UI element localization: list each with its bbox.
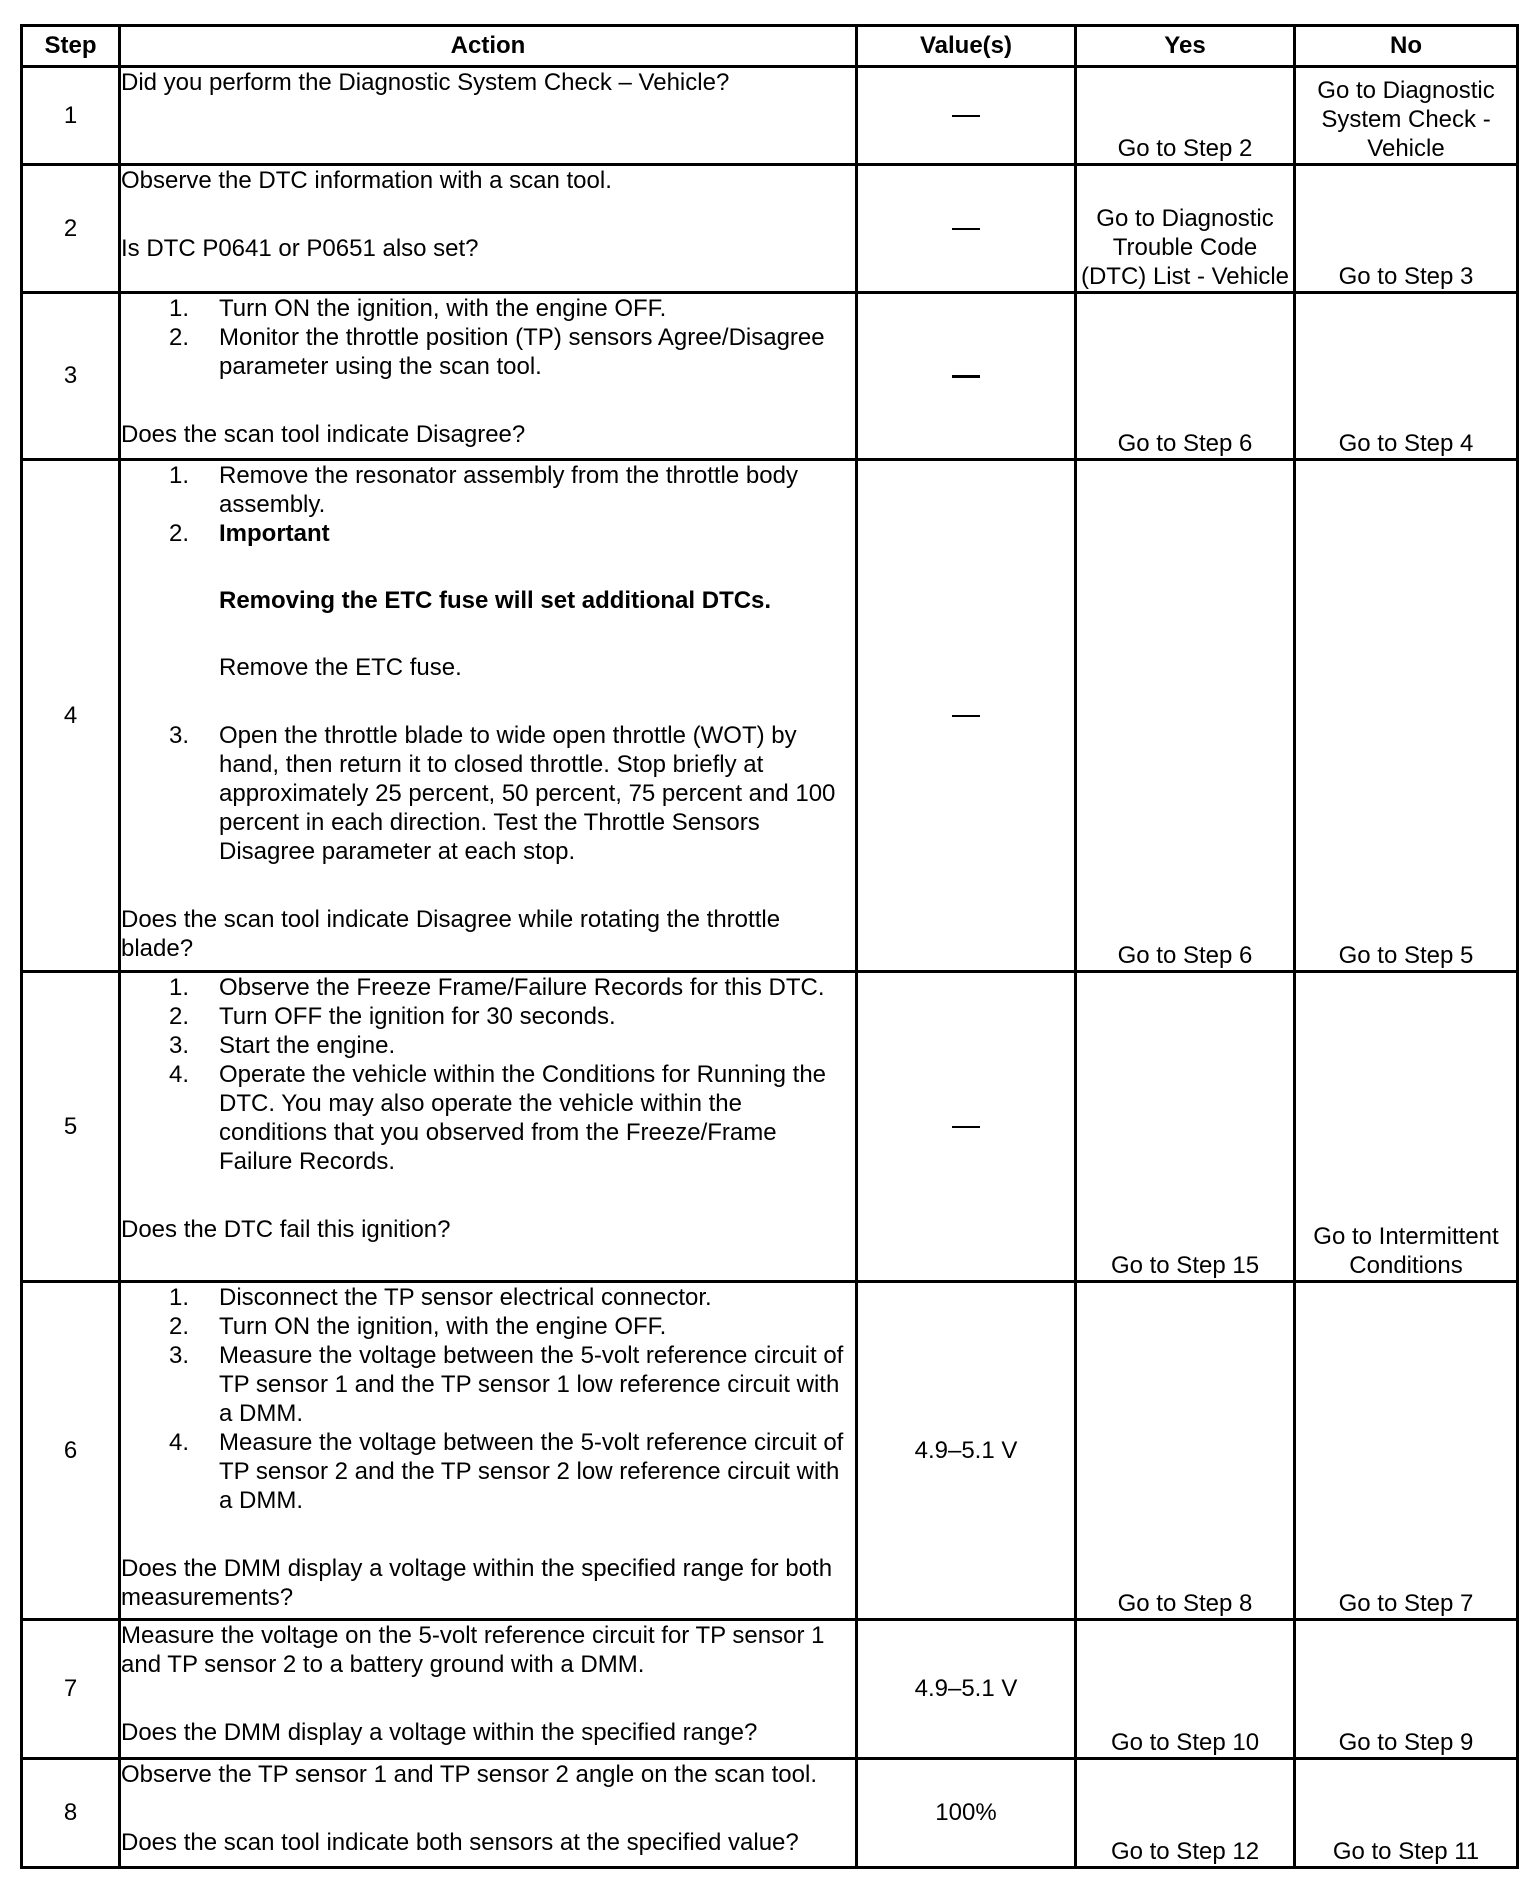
diagnostic-table: [20, 24, 1519, 1869]
no-cell: Go to Diagnostic System Check - Vehicle: [1295, 67, 1518, 165]
no-cell: Go to Step 9: [1295, 1620, 1518, 1759]
step-number: 4: [22, 460, 120, 972]
step-number: 2: [22, 165, 120, 293]
no-cell: Go to Step 7: [1295, 1282, 1518, 1620]
list-item: 2. Important Removing the ETC fuse will set additional DTCs. Remove the ETC fuse.: [169, 519, 855, 682]
list-item: 1. Disconnect the TP sensor electrical connector.: [169, 1284, 712, 1311]
action-cell: [120, 1620, 857, 1759]
action-cell: [120, 1759, 857, 1868]
list-item: 1. Turn ON the ignition, with the engine OFF.: [169, 295, 667, 322]
step-number: 8: [22, 1759, 120, 1868]
question-text: Does the scan tool indicate Disagree while rotating the throttle blade?: [121, 906, 781, 962]
action-cell: [120, 67, 857, 165]
action-cell: [120, 293, 857, 460]
action-list: [169, 294, 855, 381]
header-no: No: [1295, 26, 1518, 67]
action-cell: [120, 972, 857, 1282]
table-row: [22, 1282, 1518, 1620]
no-cell: Go to Step 5: [1295, 460, 1518, 972]
intro-text: Observe the TP sensor 1 and TP sensor 2 angle on the scan tool.: [121, 1761, 817, 1788]
step-number: 1: [22, 67, 120, 165]
action-list: [169, 461, 855, 866]
no-cell: Go to Intermittent Conditions: [1295, 972, 1518, 1282]
no-cell: Go to Step 4: [1295, 293, 1518, 460]
value-cell: [857, 165, 1076, 293]
table-row: [22, 972, 1518, 1282]
important-label: Important: [219, 520, 330, 547]
yes-cell: Go to Step 10: [1076, 1620, 1295, 1759]
list-item: 2. Monitor the throttle position (TP) sensors Agree/Disagree parameter using the scan tool.: [169, 324, 825, 380]
step-number: 7: [22, 1620, 120, 1759]
list-item: 2. Turn ON the ignition, with the engine OFF.: [169, 1313, 667, 1340]
question-text: Does the DMM display a voltage within the specified range for both measurements?: [121, 1555, 833, 1611]
dash-mark: [952, 375, 980, 378]
no-cell: Go to Step 3: [1295, 165, 1518, 293]
list-item: 2. Turn OFF the ignition for 30 seconds.: [169, 1003, 616, 1030]
yes-cell: Go to Step 2: [1076, 67, 1295, 165]
value-cell: [857, 67, 1076, 165]
yes-cell: Go to Step 6: [1076, 460, 1295, 972]
value-cell: [857, 293, 1076, 460]
header-action: Action: [120, 26, 857, 67]
question-text: Does the scan tool indicate both sensors at the specified value?: [121, 1829, 799, 1856]
question-text: Is DTC P0641 or P0651 also set?: [121, 235, 479, 262]
question-text: Does the DMM display a voltage within the specified range?: [121, 1719, 758, 1746]
dash-mark: [952, 715, 980, 717]
value-cell: 4.9–5.1 V: [857, 1620, 1076, 1759]
table-row: [22, 165, 1518, 293]
table-row: [22, 293, 1518, 460]
list-item: 4. Operate the vehicle within the Conditions for Running the DTC. You may also operate the vehicle within the conditions that you observed from the Freeze/Frame Failure Records.: [169, 1061, 827, 1175]
list-item: 1. Remove the resonator assembly from the throttle body assembly.: [169, 462, 798, 518]
question-text: Does the DTC fail this ignition?: [121, 1216, 451, 1243]
dash-mark: [952, 228, 980, 230]
list-item: 3. Open the throttle blade to wide open throttle (WOT) by hand, then return it to closed throttle. Stop briefly at approximately 25 percent, 50 percent, 75 percent and 100 percent in each direction. Test the Throttle Sensors Disagree parameter at each stop.: [169, 722, 836, 865]
value-cell: [857, 460, 1076, 972]
yes-cell: Go to Step 12: [1076, 1759, 1295, 1868]
action-cell: [120, 460, 857, 972]
value-cell: [857, 972, 1076, 1282]
dash-mark: [952, 1126, 980, 1128]
question-text: Does the scan tool indicate Disagree?: [121, 421, 526, 448]
table-row: [22, 1620, 1518, 1759]
step-number: 5: [22, 972, 120, 1282]
yes-cell: Go to Step 6: [1076, 293, 1295, 460]
value-cell: 4.9–5.1 V: [857, 1282, 1076, 1620]
yes-cell: Go to Diagnostic Trouble Code (DTC) List - Vehicle: [1076, 165, 1295, 293]
table-row: [22, 67, 1518, 165]
action-list: [169, 973, 855, 1176]
no-cell: Go to Step 11: [1295, 1759, 1518, 1868]
intro-text: Observe the DTC information with a scan tool.: [121, 167, 612, 194]
step-number: 6: [22, 1282, 120, 1620]
header-yes: Yes: [1076, 26, 1295, 67]
header-step: Step: [22, 26, 120, 67]
list-item: 3. Start the engine.: [169, 1032, 396, 1059]
question-text: Did you perform the Diagnostic System Check – Vehicle?: [121, 69, 730, 96]
intro-text: Measure the voltage on the 5-volt reference circuit for TP sensor 1 and TP sensor 2 to a battery ground with a DMM.: [121, 1622, 825, 1678]
action-cell: [120, 1282, 857, 1620]
header-values: Value(s): [857, 26, 1076, 67]
header-row: [22, 26, 1518, 67]
dash-mark: [952, 115, 980, 117]
list-item: 4. Measure the voltage between the 5-volt reference circuit of TP sensor 2 and the TP sensor 2 low reference circuit with a DMM.: [169, 1429, 844, 1514]
action-cell: [120, 165, 857, 293]
yes-cell: Go to Step 8: [1076, 1282, 1295, 1620]
value-cell: 100%: [857, 1759, 1076, 1868]
list-item: 1. Observe the Freeze Frame/Failure Records for this DTC.: [169, 974, 825, 1001]
table-row: [22, 1759, 1518, 1868]
list-item: 3. Measure the voltage between the 5-volt reference circuit of TP sensor 1 and the TP sensor 1 low reference circuit with a DMM.: [169, 1342, 844, 1427]
step-number: 3: [22, 293, 120, 460]
action-list: [169, 1283, 855, 1515]
important-note: Removing the ETC fuse will set additional DTCs.: [219, 587, 772, 614]
table-row: [22, 460, 1518, 972]
important-action: Remove the ETC fuse.: [219, 654, 462, 681]
yes-cell: Go to Step 15: [1076, 972, 1295, 1282]
